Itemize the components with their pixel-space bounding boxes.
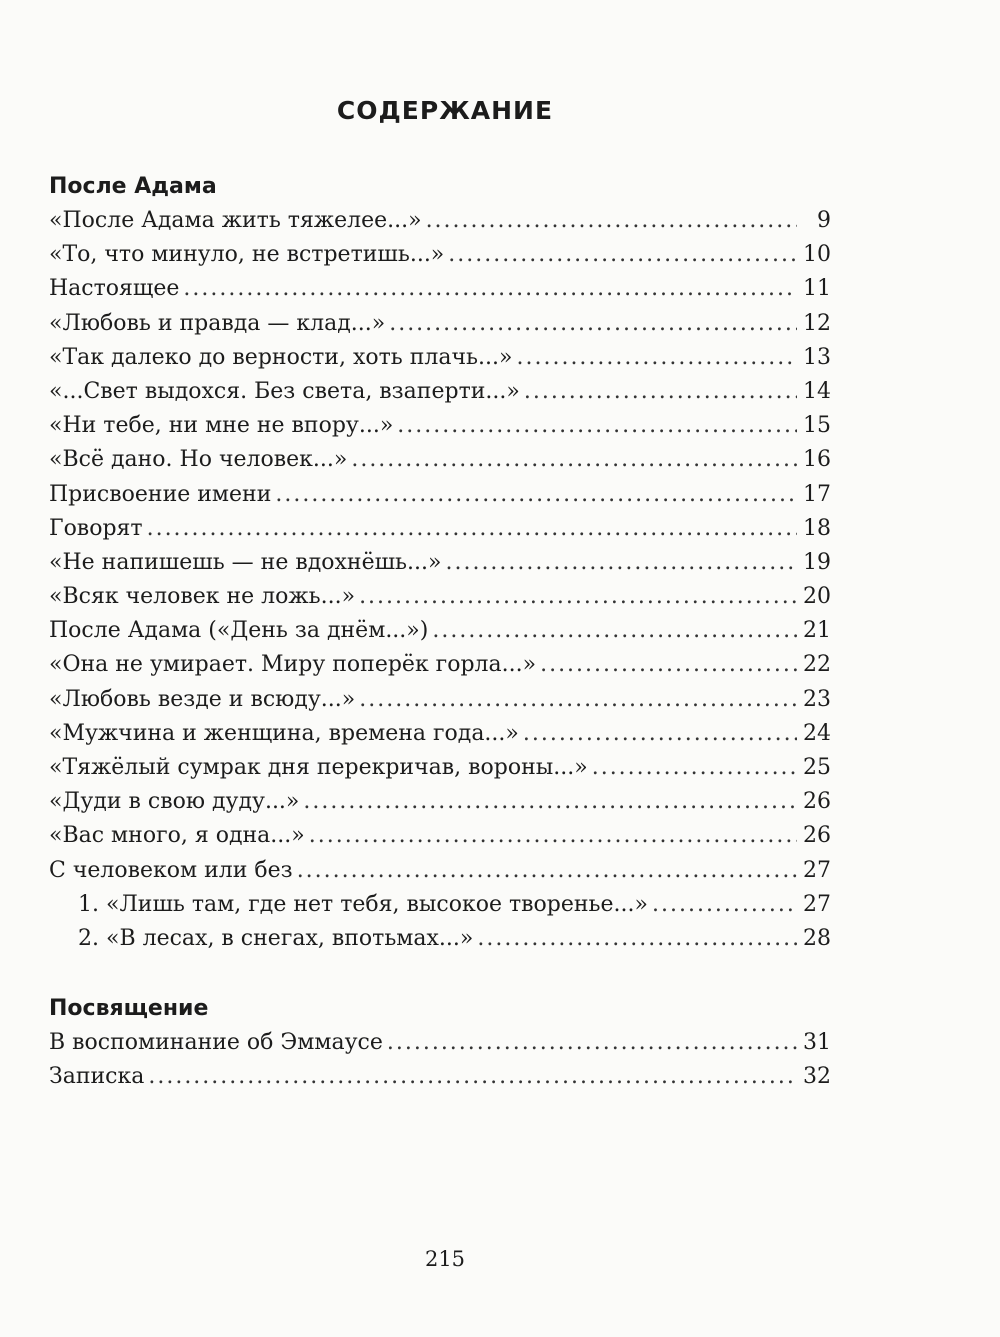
dot-leader [652, 888, 797, 922]
dot-leader [445, 546, 797, 580]
toc-entry-title: 1. «Лишь там, где нет тебя, высокое творенье...» [78, 891, 648, 917]
toc-entry-title: «Всяк человек не ложь...» [49, 584, 356, 610]
toc-entry-page: 15 [803, 413, 831, 439]
toc-entry [49, 375, 831, 409]
section-heading: Посвящение [49, 996, 209, 1022]
toc-entry-title: «После Адама жить тяжелее...» [49, 208, 422, 233]
dot-leader [524, 375, 797, 409]
toc-entry [49, 546, 831, 580]
toc-entry-title: Записка [49, 1064, 145, 1090]
toc-entry-title: Говорят [49, 515, 143, 541]
toc-entry [49, 1060, 831, 1094]
dot-leader [359, 683, 797, 717]
toc-entry-page: 26 [803, 789, 831, 815]
page-number: 215 [424, 1247, 466, 1271]
page-title: СОДЕРЖАНИЕ [336, 96, 554, 125]
toc-entry-page: 16 [803, 447, 831, 473]
toc-entry-page: 31 [803, 1030, 831, 1056]
dot-leader [303, 785, 797, 819]
dot-leader [448, 238, 797, 272]
toc-entry-title: «Дуди в свою дуду...» [49, 789, 300, 815]
dot-leader [523, 717, 797, 751]
toc-entry [49, 614, 831, 648]
toc-entry [49, 307, 831, 341]
dot-leader [477, 922, 797, 956]
toc-entry [49, 819, 831, 853]
toc-entry [49, 478, 831, 512]
toc-entry-title: «Тяжёлый сумрак дня перекричав, вороны...» [49, 755, 588, 780]
toc-entry-title: «Вас много, я одна...» [49, 823, 305, 849]
toc-entry-title: «Так далеко до верности, хоть плачь...» [49, 344, 513, 370]
toc-entry-page: 22 [803, 652, 831, 678]
toc-entry-title: «Не напишешь — не вдохнёшь...» [49, 549, 442, 575]
toc-entry-title: С человеком или без [49, 857, 293, 883]
toc-entry [49, 717, 831, 751]
toc-entry-page: 18 [803, 515, 831, 541]
section-gap [49, 956, 831, 992]
section-heading: После Адама [49, 174, 217, 199]
dot-leader [592, 751, 797, 785]
dot-leader [183, 272, 797, 306]
toc-entry [49, 580, 831, 614]
toc-entry-page: 25 [803, 755, 831, 780]
dot-leader [387, 1026, 797, 1060]
toc-entry-page: 24 [803, 720, 831, 746]
toc-entry [49, 272, 831, 306]
dot-leader [309, 819, 797, 853]
toc-entry-page: 13 [803, 344, 831, 370]
toc-entry-title: «Всё дано. Но человек...» [49, 447, 348, 473]
toc-entry [49, 922, 831, 956]
toc-entry-title: В воспоминание об Эммаусе [49, 1030, 383, 1056]
toc-entry [49, 238, 831, 272]
toc-entry-title: «Мужчина и женщина, времена года...» [49, 720, 519, 746]
toc-entry [49, 512, 831, 546]
toc-entry-page: 10 [803, 242, 831, 268]
toc-entry-title: «Любовь везде и всюду...» [49, 686, 356, 712]
toc-entry-title: «Любовь и правда — клад...» [49, 310, 386, 336]
dot-leader [359, 580, 797, 614]
toc-entry-page: 14 [803, 378, 831, 404]
toc-entry-page: 26 [803, 823, 831, 849]
toc-entry-title: «Она не умирает. Миру поперёк горла...» [49, 652, 537, 678]
toc-entry-page: 12 [803, 310, 831, 336]
dot-leader [389, 307, 797, 341]
toc-entry-page: 19 [803, 549, 831, 575]
dot-leader [540, 648, 797, 682]
toc-entry [49, 888, 831, 922]
toc-entry-page: 23 [803, 686, 831, 712]
toc-entry-title: «То, что минуло, не встретишь...» [49, 242, 445, 268]
dot-leader [432, 614, 797, 648]
toc-entry-page: 27 [803, 891, 831, 917]
dot-leader [397, 409, 797, 443]
dot-leader [147, 512, 797, 546]
toc-entry-title: После Адама («День за днём...») [49, 618, 429, 644]
toc-entry-page: 21 [803, 618, 831, 644]
toc-entry [49, 854, 831, 888]
toc-entry-page: 11 [803, 276, 831, 302]
toc-entry-title: «...Свет выдохся. Без света, взаперти...» [49, 378, 520, 404]
toc-entry [49, 409, 831, 443]
toc-entry-page: 27 [803, 857, 831, 883]
toc-entry-page: 28 [803, 925, 831, 951]
toc-entry [49, 443, 831, 477]
toc-entry-title: Настоящее [49, 276, 180, 302]
table-of-contents [49, 170, 831, 1095]
dot-leader [516, 341, 797, 375]
toc-entry-title: Присвоение имени [49, 481, 272, 507]
toc-entry [49, 204, 831, 238]
toc-entry-title: 2. «В лесах, в снегах, впотьмах...» [78, 925, 474, 951]
dot-leader [275, 478, 797, 512]
dot-leader [148, 1060, 797, 1094]
toc-entry-page: 32 [803, 1064, 831, 1090]
toc-entry [49, 683, 831, 717]
toc-entry [49, 785, 831, 819]
dot-leader [426, 204, 797, 238]
toc-entry [49, 1026, 831, 1060]
dot-leader [351, 443, 797, 477]
dot-leader [297, 854, 797, 888]
toc-entry [49, 648, 831, 682]
toc-entry-page: 9 [817, 208, 831, 233]
toc-entry [49, 751, 831, 785]
toc-entry-page: 20 [803, 584, 831, 610]
toc-entry-page: 17 [803, 481, 831, 507]
toc-entry-title: «Ни тебе, ни мне не впору...» [49, 413, 394, 439]
toc-entry [49, 341, 831, 375]
